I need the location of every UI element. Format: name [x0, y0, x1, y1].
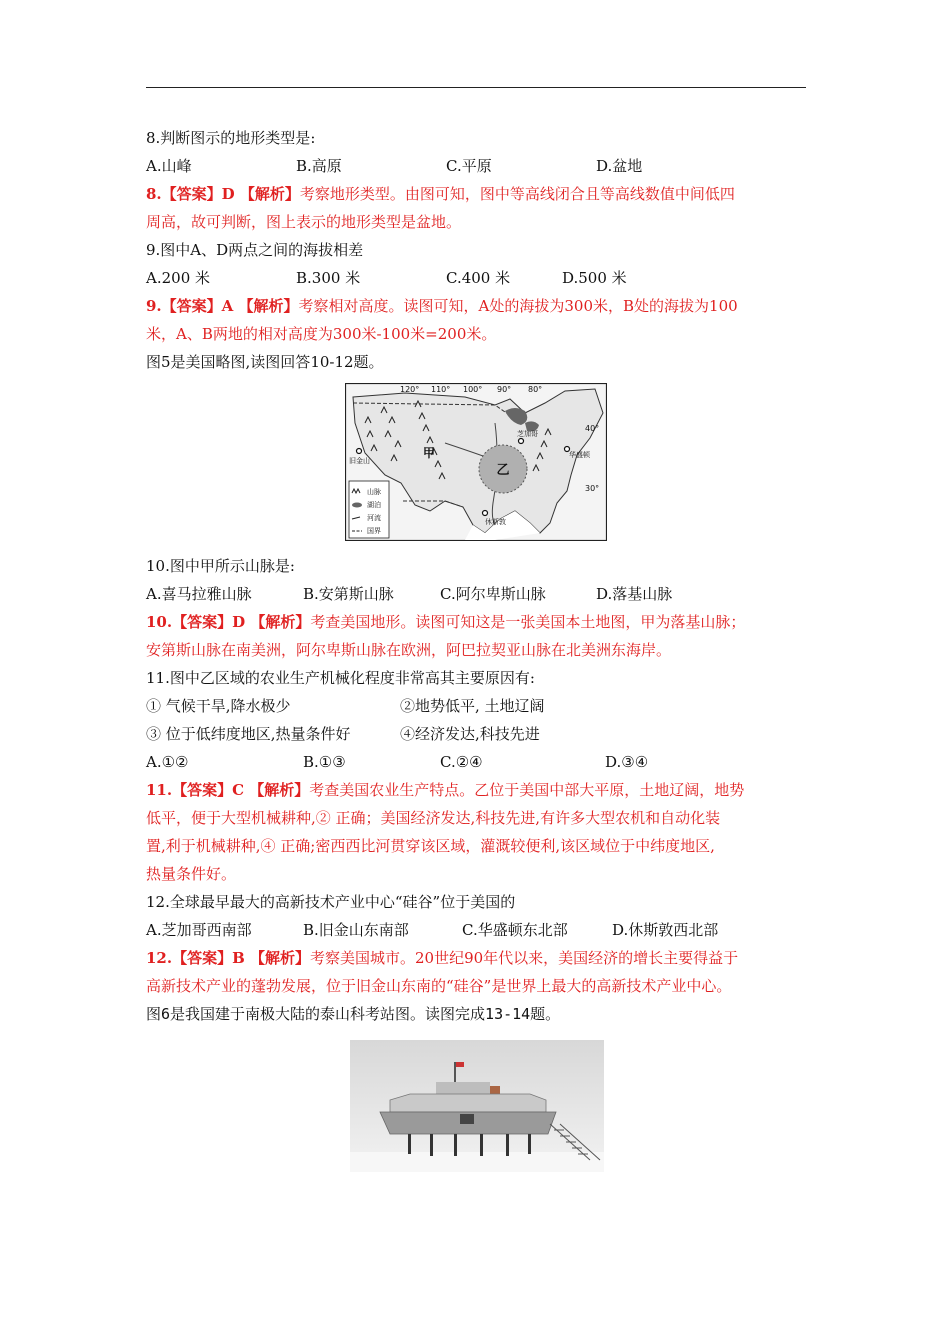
option-10d: D.落基山脉	[596, 585, 673, 603]
region-yi-label: 乙	[496, 463, 510, 478]
figure-6-intro: 图6是我国建于南极大陆的泰山科考站图。读图完成13-14题。	[146, 1005, 561, 1023]
option-10a: A.喜马拉雅山脉	[146, 585, 252, 603]
option-12d: D.休斯敦西北部	[612, 921, 719, 939]
statement-11-2: ②地势低平, 土地辽阔	[400, 697, 545, 715]
taishan-station-photo	[350, 1040, 604, 1172]
statement-11-4: ④经济发达,科技先进	[400, 725, 540, 743]
option-12b: B.旧金山东南部	[303, 921, 409, 939]
option-9c: C.400 米	[446, 269, 511, 287]
answer-12-line2: 高新技术产业的蓬勃发展，位于旧金山东南的“硅谷”是世界上最大的高新技术产业中心。	[146, 977, 732, 995]
legend-lake-label: 湖泊	[367, 501, 381, 509]
answer-11-line1: 11.【答案】C 【解析】考查美国农业生产特点。乙位于美国中部大平原，土地辽阔，地势	[146, 781, 745, 799]
city-san-francisco: 旧金山	[349, 457, 370, 465]
option-10b: B.安第斯山脉	[303, 585, 394, 603]
lat-label-30: 30°	[585, 484, 600, 493]
answer-10-line1: 10.【答案】D 【解析】考查美国地形。读图可知这是一张美国本土地图，甲为落基山脉；	[146, 613, 746, 631]
option-11c: C.②④	[440, 753, 483, 771]
region-jia-label: 甲	[422, 446, 436, 460]
answer-11-line2: 低平，便于大型机械耕种,② 正确；美国经济发达,科技先进,有许多大型农机和自动化装	[146, 809, 721, 827]
figure-5-intro: 图5是美国略图,读图回答10-12题。	[146, 353, 384, 371]
option-8b: B.高原	[296, 157, 342, 175]
lon-label-90: 90°	[497, 385, 512, 394]
answer-8-line1: 8.【答案】D 【解析】考察地形类型。由图可知，图中等高线闭合且等高线数值中间低四	[146, 185, 735, 203]
answer-12-line1: 12.【答案】B 【解析】考察美国城市。20世纪90年代以来，美国经济的增长主要得益于	[146, 949, 739, 967]
city-chicago: 芝加哥	[517, 430, 538, 438]
city-washington: 华盛顿	[569, 451, 590, 459]
option-10c: C.阿尔卑斯山脉	[440, 585, 546, 603]
legend-lake-symbol	[352, 503, 362, 508]
option-9a: A.200 米	[146, 269, 210, 287]
option-12a: A.芝加哥西南部	[146, 921, 252, 939]
legend-border-label: 国界	[367, 527, 381, 535]
lon-label-110: 110°	[431, 385, 451, 394]
option-9d: D.500 米	[562, 269, 627, 287]
option-12c: C.华盛顿东北部	[462, 921, 568, 939]
option-8d: D.盆地	[596, 157, 643, 175]
lon-label-80: 80°	[528, 385, 543, 394]
option-11a: A.①②	[146, 753, 189, 771]
city-houston: 休斯敦	[485, 518, 506, 526]
answer-9-line2: 米，A、B两地的相对高度为300米-100米=200米。	[146, 325, 497, 343]
answer-11-line3: 置,利于机械耕种,④ 正确;密西西比河贯穿该区域，灌溉较便利,该区域位于中纬度地区,	[146, 837, 715, 855]
option-11d: D.③④	[605, 753, 649, 771]
question-10: 10.图中甲所示山脉是:	[146, 557, 295, 575]
question-12: 12.全球最早最大的高新技术产业中心“硅谷”位于美国的	[146, 893, 516, 911]
option-8a: A.山峰	[146, 157, 192, 175]
header-rule	[146, 87, 806, 88]
answer-11-line4: 热量条件好。	[146, 865, 237, 883]
us-map-figure	[345, 383, 607, 541]
answer-10-line2: 安第斯山脉在南美洲，阿尔卑斯山脉在欧洲，阿巴拉契亚山脉在北美洲东海岸。	[146, 641, 672, 659]
option-9b: B.300 米	[296, 269, 361, 287]
question-11: 11.图中乙区域的农业生产机械化程度非常高其主要原因有:	[146, 669, 535, 687]
answer-9-line1: 9.【答案】A 【解析】考察相对高度。读图可知，A处的海拔为300米，B处的海拔为100	[146, 297, 738, 315]
lat-label-40: 40°	[585, 424, 600, 433]
answer-8-line2: 周高，故可判断，图上表示的地形类型是盆地。	[146, 213, 462, 231]
lon-label-120: 120°	[400, 385, 420, 394]
statement-11-1: ① 气候干旱,降水极少	[146, 697, 291, 715]
lon-label-100: 100°	[463, 385, 483, 394]
question-9: 9.图中A、D两点之间的海拔相差	[146, 241, 364, 259]
legend-river-label: 河流	[367, 514, 381, 522]
question-8: 8.判断图示的地形类型是:	[146, 129, 316, 147]
option-8c: C.平原	[446, 157, 492, 175]
option-11b: B.①③	[303, 753, 346, 771]
statement-11-3: ③ 位于低纬度地区,热量条件好	[146, 725, 351, 743]
legend-mountain-label: 山脉	[367, 488, 381, 496]
